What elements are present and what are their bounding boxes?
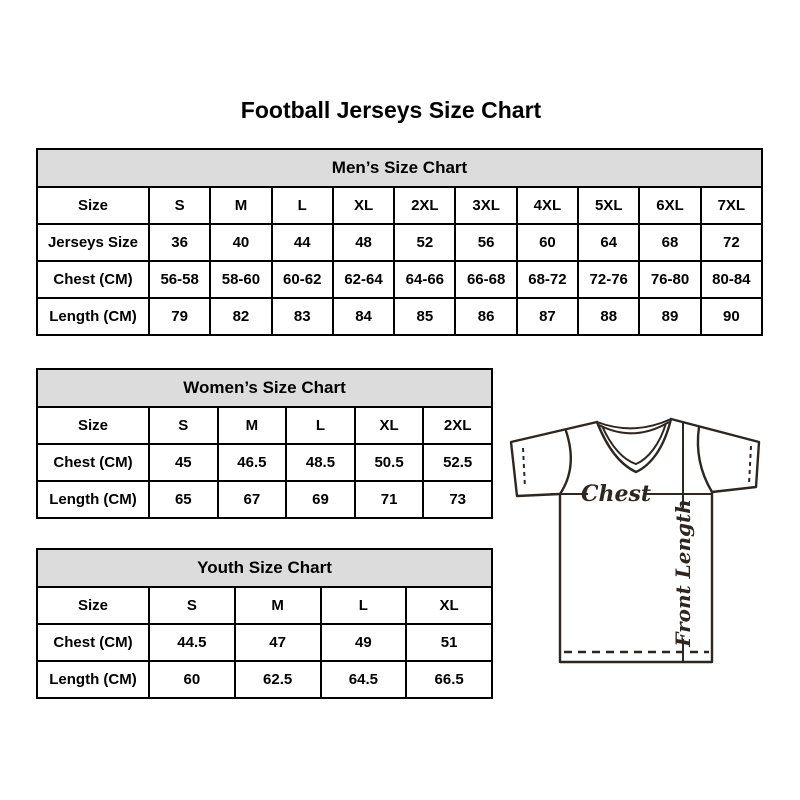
- table-cell: 87: [517, 298, 578, 335]
- table-row: [37, 624, 492, 661]
- table-title: Youth Size Chart: [37, 549, 492, 587]
- jersey-diagram-svg: [504, 412, 766, 666]
- column-header: 5XL: [578, 187, 639, 224]
- table-cell: 86: [455, 298, 516, 335]
- column-header: S: [149, 407, 218, 444]
- table-title-row: [37, 149, 762, 187]
- table-cell: 80-84: [701, 261, 762, 298]
- table-cell: 76-80: [639, 261, 700, 298]
- table-row: [37, 224, 762, 261]
- row-header: Length (CM): [37, 298, 149, 335]
- table-cell: 51: [406, 624, 492, 661]
- size-table: [36, 368, 493, 519]
- jersey-right-cuff-dashed-line: [749, 446, 751, 484]
- chest-label: Chest: [580, 481, 652, 507]
- column-header: M: [210, 187, 271, 224]
- table-cell: 52.5: [423, 444, 492, 481]
- corner-header: Size: [37, 407, 149, 444]
- table-row: [37, 261, 762, 298]
- table-cell: 67: [218, 481, 287, 518]
- table-cell: 62.5: [235, 661, 321, 698]
- table-cell: 64-66: [394, 261, 455, 298]
- table-cell: 49: [321, 624, 407, 661]
- table-cell: 60: [517, 224, 578, 261]
- column-header: M: [218, 407, 287, 444]
- column-header: XL: [333, 187, 394, 224]
- table-cell: 46.5: [218, 444, 287, 481]
- column-header: 7XL: [701, 187, 762, 224]
- table-cell: 88: [578, 298, 639, 335]
- table-row: [37, 444, 492, 481]
- column-header: 6XL: [639, 187, 700, 224]
- youth-size-chart-table: [36, 548, 493, 699]
- jersey-measurement-diagram: [504, 412, 766, 666]
- table-title-row: [37, 369, 492, 407]
- table-header-row: [37, 187, 762, 224]
- table-cell: 36: [149, 224, 210, 261]
- column-header: L: [286, 407, 355, 444]
- table-cell: 68: [639, 224, 700, 261]
- table-title: Women’s Size Chart: [37, 369, 492, 407]
- page-title: Football Jerseys Size Chart: [240, 97, 542, 123]
- table-cell: 83: [272, 298, 333, 335]
- table-cell: 85: [394, 298, 455, 335]
- column-header: 2XL: [423, 407, 492, 444]
- table-cell: 66.5: [406, 661, 492, 698]
- table-cell: 66-68: [455, 261, 516, 298]
- table-cell: 72: [701, 224, 762, 261]
- table-cell: 65: [149, 481, 218, 518]
- row-header: Chest (CM): [37, 261, 149, 298]
- table-cell: 90: [701, 298, 762, 335]
- table-cell: 79: [149, 298, 210, 335]
- column-header: S: [149, 587, 235, 624]
- size-table: [36, 148, 763, 336]
- womens-size-chart-table: [36, 368, 493, 519]
- row-header: Chest (CM): [37, 624, 149, 661]
- table-cell: 60-62: [272, 261, 333, 298]
- table-cell: 44: [272, 224, 333, 261]
- mens-size-chart-table: [36, 148, 763, 336]
- table-cell: 68-72: [517, 261, 578, 298]
- column-header: 4XL: [517, 187, 578, 224]
- corner-header: Size: [37, 187, 149, 224]
- table-title: Men’s Size Chart: [37, 149, 762, 187]
- jersey-left-cuff-dashed-line: [523, 448, 525, 488]
- table-row: [37, 481, 492, 518]
- row-header: Chest (CM): [37, 444, 149, 481]
- column-header: L: [272, 187, 333, 224]
- table-cell: 89: [639, 298, 700, 335]
- table-cell: 47: [235, 624, 321, 661]
- table-cell: 56: [455, 224, 516, 261]
- row-header: Length (CM): [37, 481, 149, 518]
- column-header: XL: [355, 407, 424, 444]
- table-title-row: [37, 549, 492, 587]
- table-cell: 60: [149, 661, 235, 698]
- column-header: S: [149, 187, 210, 224]
- table-cell: 64.5: [321, 661, 407, 698]
- table-cell: 40: [210, 224, 271, 261]
- table-header-row: [37, 407, 492, 444]
- table-cell: 44.5: [149, 624, 235, 661]
- table-cell: 48: [333, 224, 394, 261]
- jersey-right-sleeve-outline: [671, 419, 759, 492]
- table-row: [37, 661, 492, 698]
- corner-header: Size: [37, 587, 149, 624]
- jersey-left-armhole-seam: [560, 431, 571, 494]
- table-cell: 62-64: [333, 261, 394, 298]
- column-header: M: [235, 587, 321, 624]
- size-table: [36, 548, 493, 699]
- table-cell: 56-58: [149, 261, 210, 298]
- table-cell: 52: [394, 224, 455, 261]
- front-length-label: Front Length: [671, 499, 695, 647]
- row-header: Length (CM): [37, 661, 149, 698]
- table-cell: 71: [355, 481, 424, 518]
- table-cell: 50.5: [355, 444, 424, 481]
- table-cell: 58-60: [210, 261, 271, 298]
- column-header: 2XL: [394, 187, 455, 224]
- table-cell: 64: [578, 224, 639, 261]
- table-header-row: [37, 587, 492, 624]
- row-header: Jerseys Size: [37, 224, 149, 261]
- table-row: [37, 298, 762, 335]
- table-cell: 73: [423, 481, 492, 518]
- column-header: XL: [406, 587, 492, 624]
- table-cell: 84: [333, 298, 394, 335]
- column-header: 3XL: [455, 187, 516, 224]
- table-cell: 48.5: [286, 444, 355, 481]
- table-cell: 69: [286, 481, 355, 518]
- column-header: L: [321, 587, 407, 624]
- table-cell: 82: [210, 298, 271, 335]
- table-cell: 72-76: [578, 261, 639, 298]
- table-cell: 45: [149, 444, 218, 481]
- jersey-right-armhole-seam: [698, 427, 712, 492]
